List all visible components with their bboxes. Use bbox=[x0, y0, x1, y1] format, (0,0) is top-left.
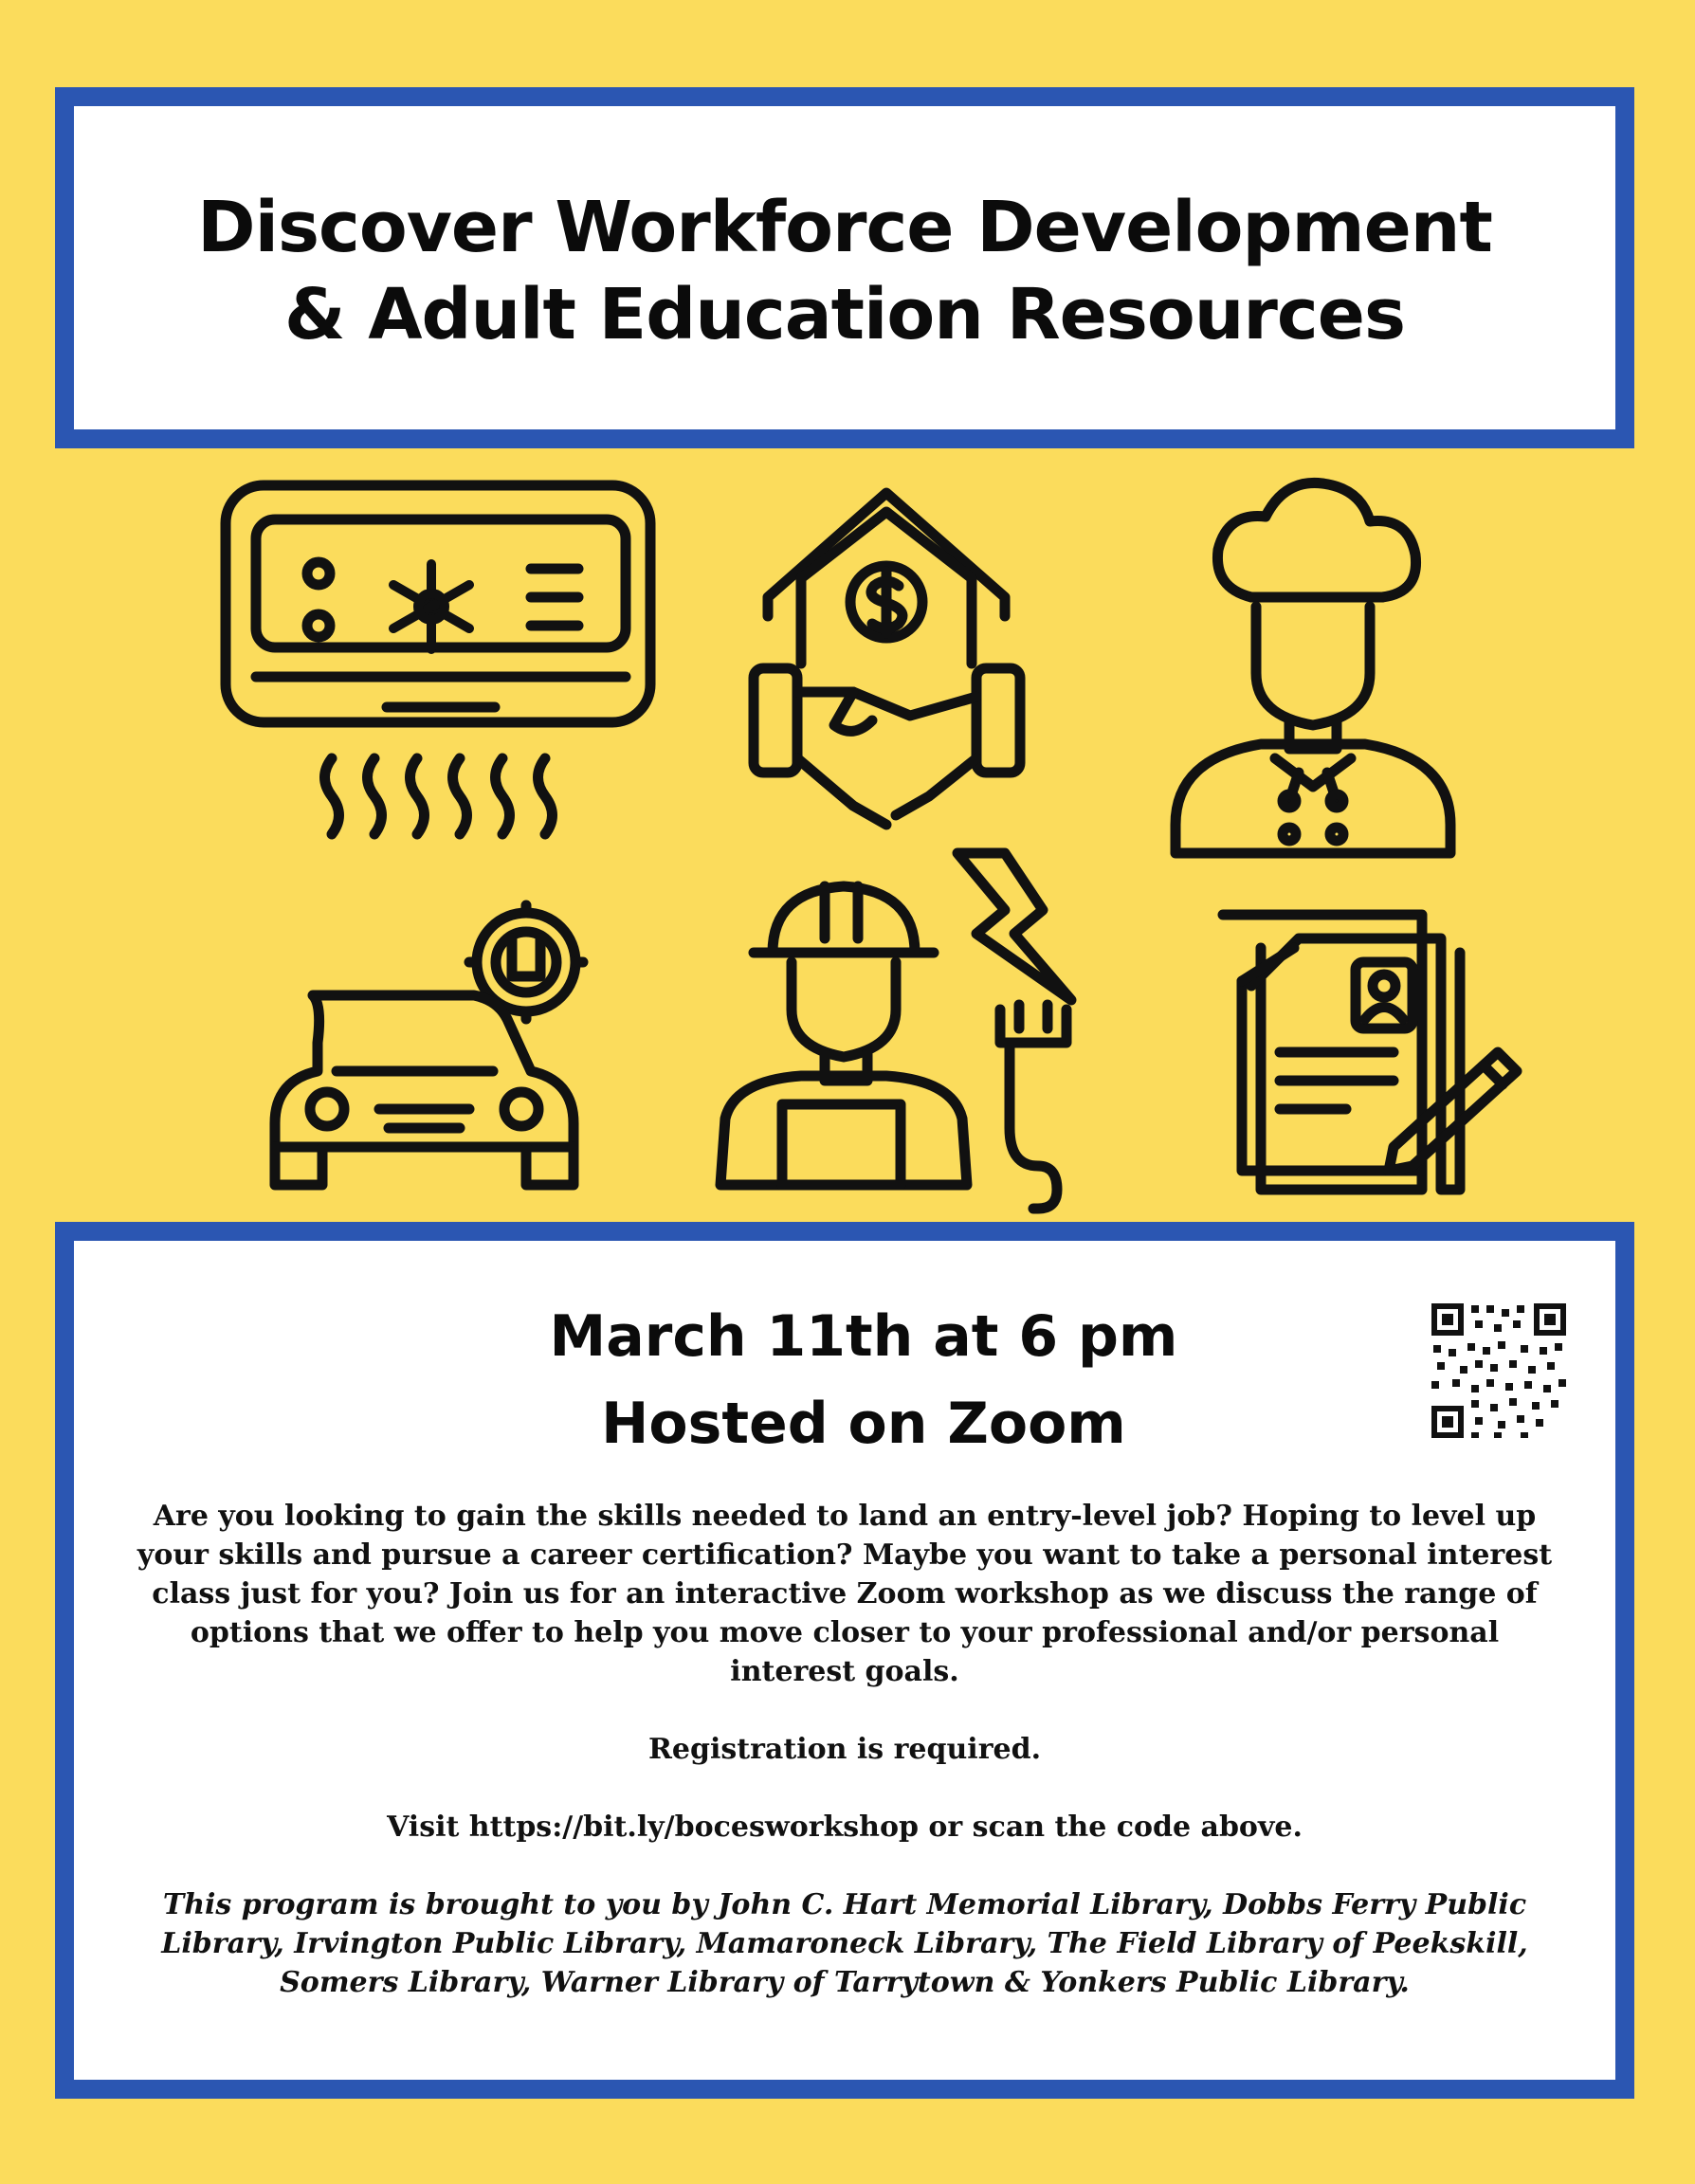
sponsor-credit: This program is brought to you by John C. Hart Memorial Library, Dobbs Ferry Public Library, Irvington Public Library, Mamaroneck Library, The Field Library of Peekskill, Somers Library, Warner Library of Tarrytown & Yonkers Public Library. bbox=[161, 1888, 1528, 1999]
chef-icon bbox=[1176, 482, 1450, 853]
qr-code-icon[interactable] bbox=[1428, 1300, 1570, 1442]
registration-note: Registration is required. bbox=[647, 1733, 1042, 1766]
event-description: Are you looking to gain the skills needed to land an entry-level job? Hoping to level up your skills and pursue a career certification? Maybe you want to take a personal interest class just for you? Join us for an interactive Zoom workshop as we discuss the range of options that we offer to help you move closer to your professional and/or personal interest goals. bbox=[137, 1500, 1553, 1688]
visit-link-text[interactable]: Visit https://bit.ly/bocesworkshop or scan the code above. bbox=[387, 1811, 1303, 1844]
event-location: Hosted on Zoom bbox=[601, 1391, 1126, 1457]
title-line-2: & Adult Education Resources bbox=[283, 274, 1406, 355]
resume-document-icon bbox=[1223, 915, 1517, 1190]
title-line-1: Discover Workforce Development bbox=[197, 187, 1492, 268]
page-title bbox=[74, 184, 1615, 358]
event-date: March 11th at 6 pm bbox=[549, 1303, 1178, 1370]
electrician-icon bbox=[720, 853, 1071, 1209]
house-handshake-dollar-icon bbox=[754, 493, 1020, 825]
event-description-block bbox=[131, 1497, 1558, 2002]
title-banner bbox=[55, 87, 1634, 448]
car-repair-gear-icon bbox=[275, 905, 583, 1185]
air-conditioner-icon bbox=[226, 485, 650, 834]
event-info-panel bbox=[55, 1222, 1634, 2099]
event-details bbox=[74, 1293, 1653, 1467]
